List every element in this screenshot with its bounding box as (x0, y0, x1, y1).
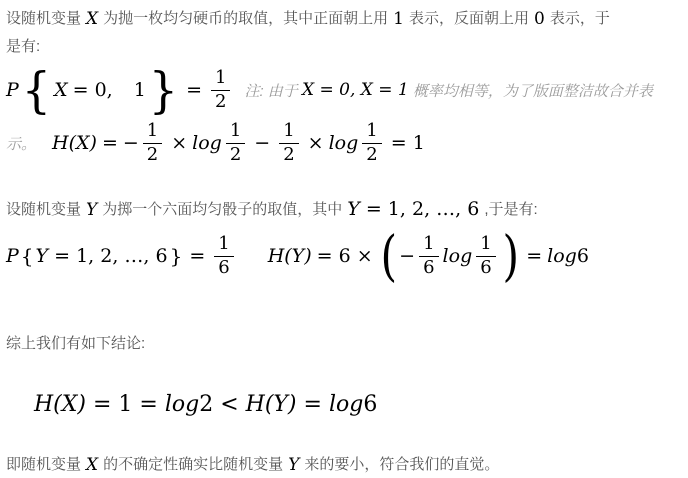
intro-x-text-4: 表示，于 (549, 10, 610, 27)
close-brace: } (169, 244, 183, 268)
fraction-denominator: 2 (283, 143, 295, 165)
intro-y-text-3: ,于是有: (484, 201, 538, 218)
inline-math-y-values: = 1, 2, …, 6 (359, 198, 480, 220)
equals-sign: = (186, 79, 202, 101)
inline-math-y: Y (288, 455, 300, 475)
fraction-numerator: 1 (226, 121, 245, 144)
fraction-numerator: 1 (143, 121, 162, 144)
fraction-numerator: 1 (362, 121, 381, 144)
math-rel: = 1, 2, …, 6 (48, 245, 168, 267)
log-symbol: log (328, 392, 364, 417)
equals-sign: = (101, 132, 118, 154)
math-p-symbol: P (6, 245, 19, 267)
equals-sign: = (526, 245, 543, 267)
equals-sign: = (296, 392, 329, 417)
formula-entropy-x (6, 117, 682, 169)
math-hx: H(X) (52, 132, 97, 154)
minus-sign: − (254, 132, 271, 154)
times-sign: × (171, 132, 188, 154)
fraction-one-sixth (214, 234, 233, 278)
fraction-denominator: 6 (423, 256, 435, 278)
math-one: 1 (133, 79, 146, 101)
fraction-one-sixth (476, 234, 495, 278)
intro-x-text-5: 是有: (6, 38, 41, 55)
math-hy: H(Y) (267, 245, 312, 267)
fraction-numerator: 1 (279, 121, 298, 144)
result-number: 6 (576, 245, 589, 267)
number-six: 6 (363, 392, 378, 417)
math-rel: = 0, (72, 79, 113, 101)
fraction-one-sixth (419, 234, 438, 278)
paragraph-x-intro-line1 (6, 5, 682, 33)
final-remark (6, 452, 682, 478)
result-equals: = 1 (390, 132, 425, 154)
intro-y-text-2: 为掷一个六面均匀骰子的取值，其中 (102, 201, 343, 218)
paragraph-y-intro (6, 195, 682, 224)
less-than-sign: < (213, 392, 246, 417)
note-math: X = 0, X = 1 (301, 80, 409, 100)
math-hx: H(X) (33, 392, 86, 417)
formula-entropy-y (6, 226, 682, 286)
open-brace: { (20, 244, 34, 268)
fraction-numerator: 1 (419, 234, 438, 257)
fraction-one-half (279, 121, 298, 165)
minus-sign: − (122, 132, 139, 154)
fraction-numerator: 1 (211, 68, 230, 91)
inline-math-zero: 0 (533, 9, 545, 29)
fraction-denominator: 2 (215, 90, 227, 112)
inline-math-y-var: Y (347, 198, 360, 220)
conclusion-heading (6, 330, 682, 358)
intro-x-text-3: 表示，反面朝上用 (408, 10, 529, 27)
math-var-y: Y (35, 245, 49, 267)
big-close-paren: ) (502, 224, 519, 288)
fraction-numerator: 1 (214, 234, 233, 257)
fraction-one-half (211, 68, 230, 112)
fraction-denominator: 6 (218, 256, 230, 278)
equals-sign: = (189, 245, 206, 267)
number-two: 2 (199, 392, 214, 417)
fraction-denominator: 2 (229, 143, 242, 165)
inline-math-x: X (86, 455, 99, 475)
fraction-one-half (226, 121, 245, 165)
log-symbol: log (192, 132, 222, 154)
paragraph-x-intro-line2 (6, 33, 682, 61)
final-text-2: 的不确定性确实比随机变量 (103, 456, 284, 473)
final-text-3: 来的要小，符合我们的直觉。 (304, 456, 500, 473)
big-close-brace: } (148, 61, 179, 119)
conclusion-formula (6, 360, 682, 450)
minus-sign: − (399, 245, 416, 267)
note-suffix: 概率均相等，为了版面整洁故合并表 (408, 82, 653, 100)
fraction-denominator: 2 (366, 143, 378, 165)
final-text-1: 即随机变量 (6, 456, 82, 473)
log-symbol: log (164, 392, 200, 417)
fraction-one-half (362, 121, 381, 165)
inline-math-x: X (86, 9, 99, 29)
big-open-paren: ( (380, 224, 397, 288)
note-wrap-tail: 示。 (6, 135, 37, 153)
log-symbol: log (442, 245, 473, 267)
equals-one: = 1 = (86, 392, 165, 417)
conclusion-heading-text: 综上我们有如下结论: (6, 335, 146, 352)
fraction-denominator: 2 (146, 143, 159, 165)
log-symbol: log (328, 132, 359, 154)
big-open-brace: { (21, 61, 52, 119)
intro-x-text-1: 设随机变量 (6, 10, 82, 27)
fraction-one-half (143, 121, 162, 165)
math-p-symbol: P (6, 79, 19, 101)
intro-x-text-2: 为抛一枚均匀硬币的取值，其中正面朝上用 (103, 10, 389, 27)
intro-y-text-1: 设随机变量 (6, 201, 82, 218)
fraction-denominator: 6 (480, 256, 492, 278)
formula-probability-x (6, 63, 682, 117)
log-symbol: log (547, 245, 577, 267)
inline-math-y: Y (86, 200, 98, 220)
math-hy: H(Y) (245, 392, 297, 417)
note-prefix: 注: 由于 (244, 82, 302, 100)
fraction-numerator: 1 (476, 234, 495, 257)
times-sign: × (307, 132, 324, 154)
equals-six-times: = 6 × (316, 245, 373, 267)
inline-math-one: 1 (393, 9, 404, 29)
math-var-x: X (54, 79, 68, 101)
